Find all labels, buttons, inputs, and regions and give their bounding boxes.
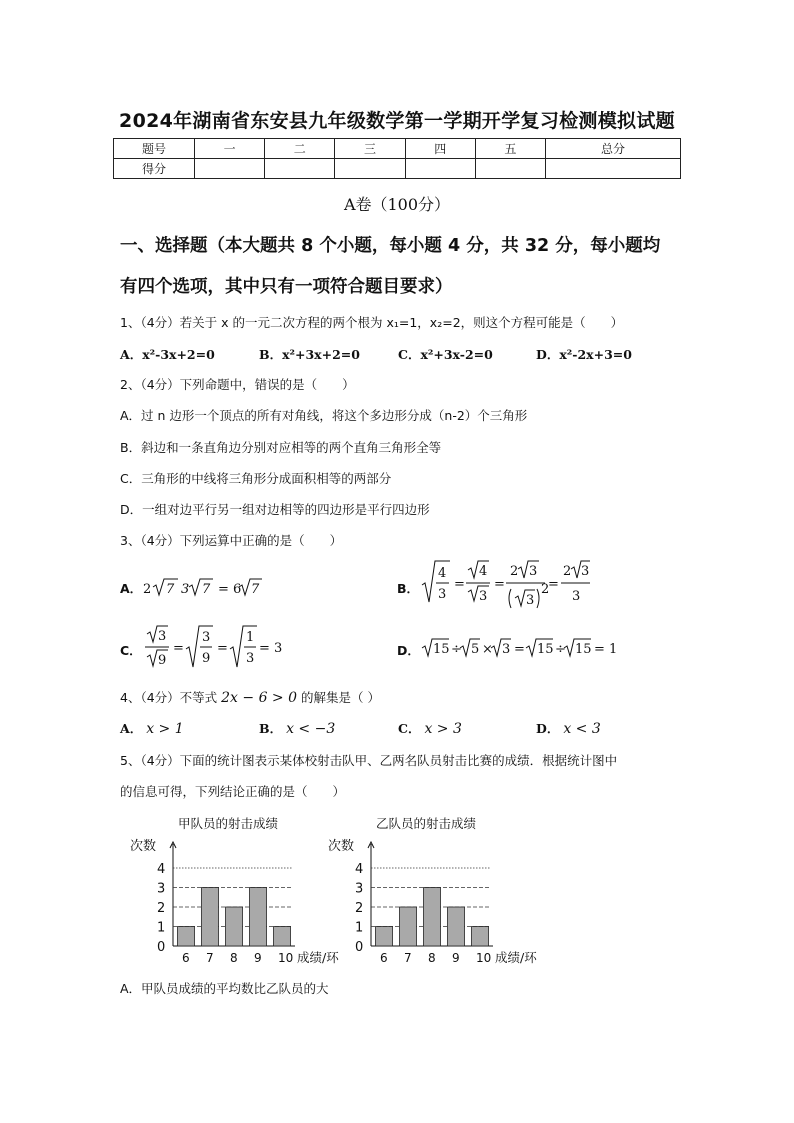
q2-option-d[interactable]: D．一组对边平行另一组对边相等的四边形是平行四边形 — [120, 502, 430, 517]
q3-option-b-formula — [420, 557, 590, 617]
svg-text:2: 2 — [563, 564, 572, 579]
q4-stem — [120, 688, 380, 706]
chart-yi — [318, 810, 537, 970]
y-tick-label: 3 — [157, 881, 166, 897]
q2-stem: 2、（4分）下列命题中，错误的是（ ） — [120, 377, 355, 392]
score-cell: 五 — [475, 139, 545, 159]
q5-option-a[interactable]: A．甲队员成绩的平均数比乙队员的大 — [120, 981, 329, 996]
chart-title: 乙队员的射击成绩 — [376, 816, 477, 831]
bar — [250, 888, 267, 947]
q4-stem-prefix: 4、（4分）不等式 — [120, 690, 218, 705]
x-axis-label: 成绩/环 — [495, 950, 537, 965]
y-tick-label: 2 — [355, 901, 364, 916]
svg-text:=: = — [217, 641, 228, 656]
q4-inequality: 2x − 6 > 0 — [221, 690, 298, 706]
score-cell: 得分 — [114, 159, 195, 179]
q2-option-b[interactable]: B．斜边和一条直角边分别对应相等的两个直角三角形全等 — [120, 440, 442, 455]
svg-text:÷: ÷ — [555, 642, 566, 657]
q4-option-a[interactable] — [120, 719, 184, 737]
q4-option-a-label: A． — [120, 721, 143, 736]
score-input-cell[interactable] — [335, 159, 405, 179]
x-tick-label: 7 — [206, 951, 214, 965]
svg-text:=: = — [494, 577, 505, 592]
y-tick-label: 4 — [157, 862, 166, 877]
q3-stem: 3、（4分）下列运算中正确的是（ ） — [120, 533, 343, 548]
score-cell: 题号 — [114, 139, 195, 159]
section-a-title: A卷（100分） — [343, 195, 451, 214]
svg-text:=: = — [548, 577, 559, 592]
svg-text:2: 2 — [541, 582, 550, 597]
svg-text:3: 3 — [572, 589, 581, 604]
q4-option-d-label: D． — [536, 721, 560, 736]
x-tick-label: 10 — [476, 951, 492, 965]
svg-text:= 1: = 1 — [594, 642, 618, 657]
q4-option-b-label: B． — [259, 721, 283, 736]
svg-text:2: 2 — [143, 582, 152, 597]
svg-text:÷: ÷ — [451, 642, 462, 657]
x-axis-label: 成绩/环 — [297, 950, 339, 965]
q5-stem-line2: 的信息可得，下列结论正确的是（ ） — [120, 784, 346, 799]
svg-text:3: 3 — [502, 642, 511, 657]
bar — [424, 888, 441, 947]
x-tick-label: 10 — [278, 951, 294, 965]
score-input-cell[interactable] — [475, 159, 545, 179]
q2-option-a[interactable]: A．过 n 边形一个顶点的所有对角线，将这个多边形分成（n-2）个三角形 — [120, 408, 528, 423]
svg-text:1: 1 — [246, 630, 255, 645]
svg-text:4: 4 — [438, 566, 447, 581]
y-tick-label: 1 — [157, 920, 166, 936]
chart-jia — [120, 810, 339, 970]
svg-text:7: 7 — [202, 582, 211, 597]
x-tick-label: 8 — [230, 951, 238, 965]
y-axis-label: 次数 — [328, 839, 355, 854]
svg-text:3: 3 — [438, 587, 447, 602]
svg-text:2: 2 — [510, 564, 519, 579]
q4-option-d-value: x < 3 — [563, 721, 601, 737]
score-cell: 四 — [405, 139, 475, 159]
svg-text:15: 15 — [537, 642, 554, 657]
bar — [178, 927, 195, 947]
score-table — [113, 138, 681, 179]
svg-text:= 6: = 6 — [218, 582, 242, 597]
y-axis-label: 次数 — [130, 839, 157, 854]
bar — [448, 907, 465, 946]
q3-option-c-label[interactable]: C． — [120, 643, 142, 658]
q4-option-a-value: x > 1 — [146, 721, 184, 737]
y-tick-label: 2 — [157, 901, 166, 916]
y-tick-label: 4 — [355, 862, 364, 877]
q3-option-b-label[interactable]: B． — [397, 581, 420, 596]
q3-option-a-label[interactable]: A． — [120, 581, 143, 596]
x-tick-label: 7 — [404, 951, 412, 965]
x-tick-label: 9 — [254, 951, 262, 965]
score-input-cell[interactable] — [405, 159, 475, 179]
svg-text:7: 7 — [166, 582, 175, 597]
q4-option-c[interactable] — [398, 719, 462, 737]
svg-text:=: = — [514, 642, 525, 657]
x-tick-label: 8 — [428, 951, 436, 965]
q3-option-c-formula — [143, 622, 283, 674]
svg-text:15: 15 — [575, 642, 592, 657]
svg-text:= 3: = 3 — [259, 641, 283, 656]
y-tick-label: 1 — [355, 920, 364, 936]
q1-option-c[interactable]: C．x²+3x-2=0 — [398, 347, 493, 362]
q4-option-b[interactable] — [259, 719, 335, 737]
y-tick-label: 0 — [355, 940, 364, 955]
svg-text:3: 3 — [246, 651, 255, 666]
q1-option-b[interactable]: B．x²+3x+2=0 — [259, 347, 360, 362]
q4-option-c-label: C． — [398, 721, 421, 736]
bar — [400, 907, 417, 946]
x-tick-label: 6 — [182, 951, 190, 965]
svg-text:7: 7 — [251, 582, 260, 597]
svg-text:5: 5 — [471, 642, 480, 657]
q1-option-d[interactable]: D．x²-2x+3=0 — [536, 347, 632, 362]
q4-option-d[interactable] — [536, 719, 601, 737]
q1-option-a[interactable]: A．x²-3x+2=0 — [120, 347, 215, 362]
q2-option-c[interactable]: C．三角形的中线将三角形分成面积相等的两部分 — [120, 471, 392, 486]
bar — [226, 907, 243, 946]
svg-text:4: 4 — [479, 564, 488, 579]
part1-heading-line2: 有四个选项，其中只有一项符合题目要求） — [120, 277, 453, 297]
score-cell: 总分 — [546, 139, 681, 159]
svg-text:15: 15 — [433, 642, 450, 657]
score-cell: 三 — [335, 139, 405, 159]
bar — [376, 927, 393, 947]
svg-text:9: 9 — [202, 651, 211, 666]
score-input-cell[interactable] — [195, 159, 265, 179]
x-tick-label: 9 — [452, 951, 460, 965]
svg-text:3: 3 — [202, 630, 211, 645]
x-tick-label: 6 — [380, 951, 388, 965]
bar — [472, 927, 489, 947]
q4-option-c-value: x > 3 — [424, 721, 462, 737]
q4-stem-suffix: 的解集是（ ） — [301, 690, 380, 705]
q3-option-d-formula — [420, 633, 630, 663]
svg-text:3: 3 — [158, 629, 167, 644]
svg-text:=: = — [454, 577, 465, 592]
svg-text:=: = — [173, 641, 184, 656]
part1-heading-line1: 一、选择题（本大题共 8 个小题，每小题 4 分，共 32 分，每小题均 — [120, 236, 661, 256]
svg-text:3: 3 — [181, 582, 190, 597]
svg-text:3: 3 — [581, 564, 590, 579]
y-tick-label: 0 — [157, 940, 166, 955]
page-title: 2024年湖南省东安县九年级数学第一学期开学复习检测模拟试题 — [119, 110, 675, 132]
score-input-cell[interactable] — [265, 159, 335, 179]
svg-text:3: 3 — [529, 564, 538, 579]
chart-title: 甲队员的射击成绩 — [178, 816, 279, 831]
q1-stem: 1、（4分）若关于 x 的一元二次方程的两个根为 x₁=1，x₂=2，则这个方程可能是（ ） — [120, 315, 624, 330]
bar — [274, 927, 291, 947]
svg-text:3: 3 — [526, 593, 535, 608]
score-cell: 一 — [195, 139, 265, 159]
y-tick-label: 3 — [355, 881, 364, 897]
score-cell: 二 — [265, 139, 335, 159]
score-table-header-row — [114, 139, 681, 159]
svg-text:3: 3 — [479, 589, 488, 604]
q5-stem-line1: 5、（4分）下面的统计图表示某体校射击队甲、乙两名队员射击比赛的成绩．根据统计图中 — [120, 753, 618, 768]
bar — [202, 888, 219, 947]
score-input-cell[interactable] — [546, 159, 681, 179]
q4-option-b-value: x < −3 — [286, 721, 336, 737]
score-table-score-row — [114, 159, 681, 179]
q3-option-a-formula — [143, 570, 263, 606]
svg-text:×: × — [482, 642, 493, 657]
q3-option-d-label[interactable]: D． — [397, 643, 420, 658]
svg-text:9: 9 — [158, 653, 167, 668]
